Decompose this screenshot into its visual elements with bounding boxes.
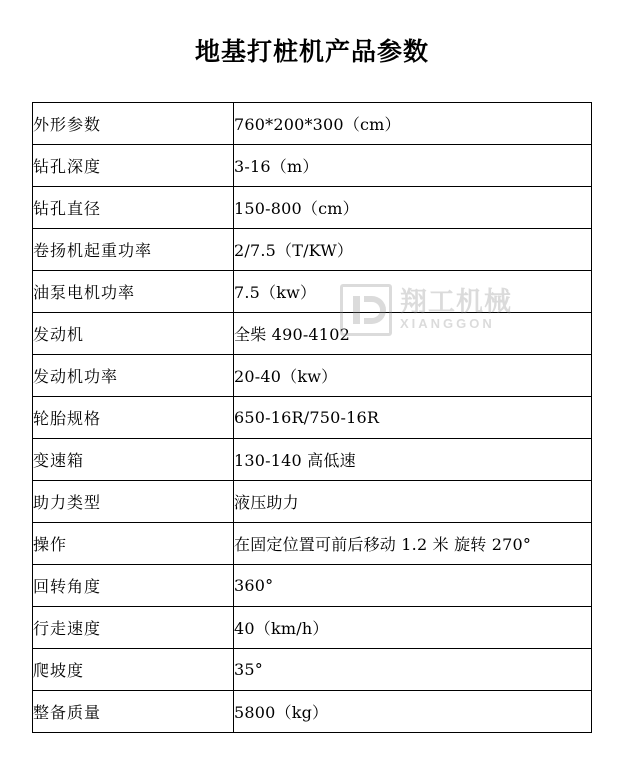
- table-row: [33, 271, 592, 313]
- spec-value: 35°: [234, 649, 592, 691]
- spec-key: 轮胎规格: [33, 397, 234, 439]
- page-title: 地基打桩机产品参数: [194, 37, 429, 66]
- spec-value: 760*200*300（cm）: [234, 103, 592, 145]
- spec-key: 行走速度: [33, 607, 234, 649]
- spec-value: 150-800（cm）: [234, 187, 592, 229]
- spec-key: 发动机功率: [33, 355, 234, 397]
- table-row: [33, 691, 592, 733]
- spec-value: 在固定位置可前后移动 1.2 米 旋转 270°: [234, 523, 592, 565]
- spec-value: 7.5（kw）: [234, 271, 592, 313]
- spec-value: 2/7.5（T/KW）: [234, 229, 592, 271]
- spec-table: [32, 102, 592, 733]
- table-row: [33, 439, 592, 481]
- table-row: [33, 145, 592, 187]
- table-row: [33, 481, 592, 523]
- spec-key: 油泵电机功率: [33, 271, 234, 313]
- table-row: [33, 649, 592, 691]
- spec-value: 5800（kg）: [234, 691, 592, 733]
- spec-key: 变速箱: [33, 439, 234, 481]
- spec-key: 钻孔直径: [33, 187, 234, 229]
- spec-value: 液压助力: [234, 481, 592, 523]
- spec-key: 外形参数: [33, 103, 234, 145]
- spec-value: 40（km/h）: [234, 607, 592, 649]
- table-row: [33, 565, 592, 607]
- spec-key: 整备质量: [33, 691, 234, 733]
- table-row: [33, 187, 592, 229]
- spec-key: 助力类型: [33, 481, 234, 523]
- spec-value: 130-140 高低速: [234, 439, 592, 481]
- spec-table-body: [33, 103, 592, 733]
- spec-key: 爬坡度: [33, 649, 234, 691]
- spec-value: 20-40（kw）: [234, 355, 592, 397]
- spec-key: 钻孔深度: [33, 145, 234, 187]
- spec-value: 全柴 490-4102: [234, 313, 592, 355]
- watermark-brand-cn: 翔工机械: [400, 287, 512, 318]
- spec-key: 发动机: [33, 313, 234, 355]
- spec-key: 回转角度: [33, 565, 234, 607]
- table-row: [33, 355, 592, 397]
- table-row: [33, 607, 592, 649]
- spec-key: 操作: [33, 523, 234, 565]
- table-row: [33, 397, 592, 439]
- spec-value: 360°: [234, 565, 592, 607]
- spec-key: 卷扬机起重功率: [33, 229, 234, 271]
- table-row: [33, 229, 592, 271]
- spec-value: 650-16R/750-16R: [234, 397, 592, 439]
- spec-value: 3-16（m）: [234, 145, 592, 187]
- table-row: [33, 523, 592, 565]
- table-row: [33, 313, 592, 355]
- watermark-brand-en: XIANGGON: [400, 316, 495, 332]
- spec-table-container: [32, 102, 592, 733]
- table-row: [33, 103, 592, 145]
